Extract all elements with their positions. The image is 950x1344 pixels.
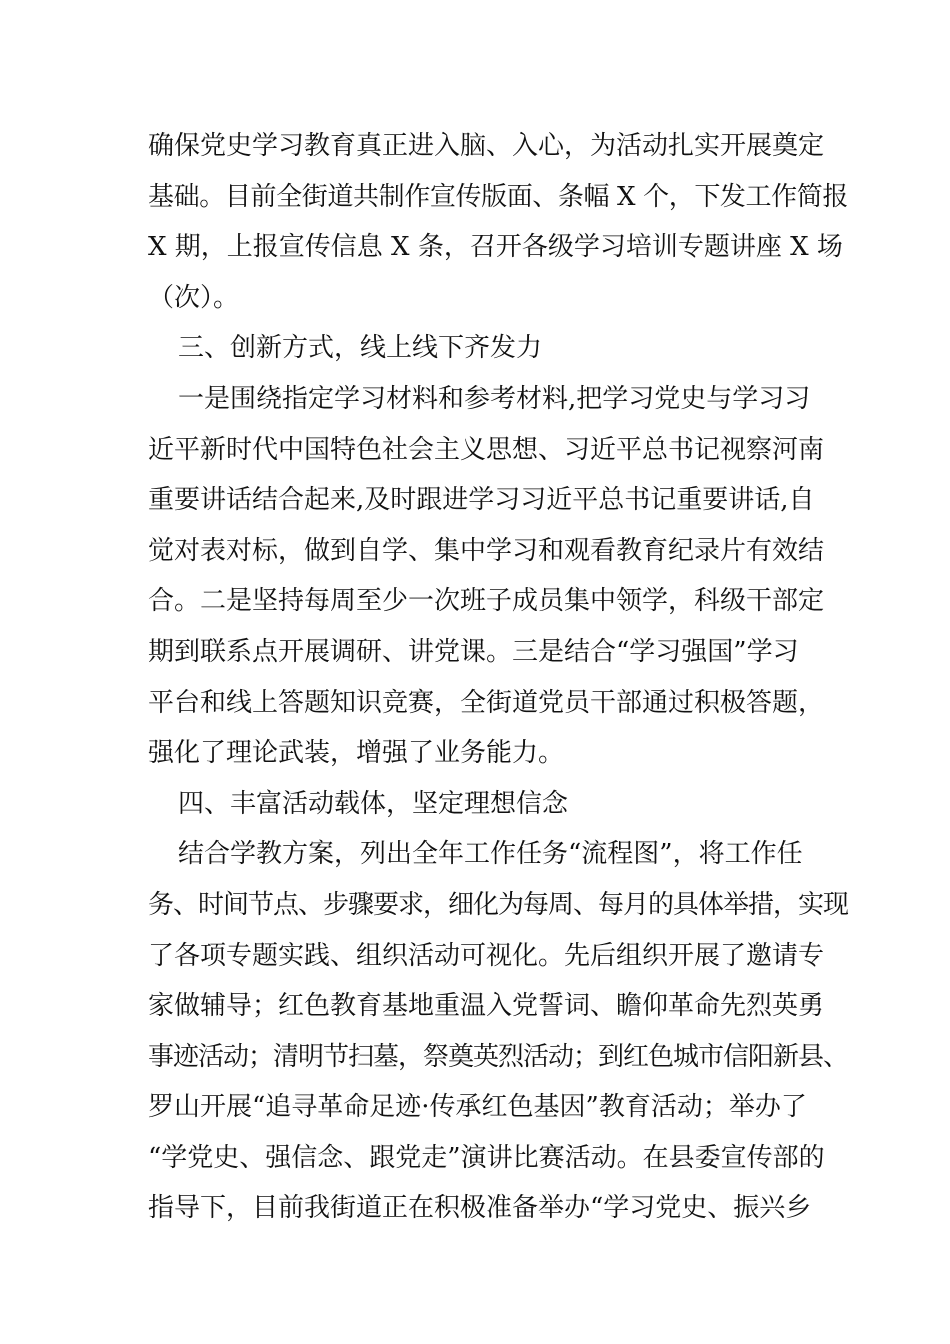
text-line: 家做辅导；红色教育基地重温入党誓词、瞻仰革命先烈英勇 (148, 991, 825, 1022)
text-line: 结合学教方案，列出全年工作任务“流程图”，将工作任 (178, 839, 803, 870)
text-line: 基础。目前全街道共制作宣传版面、条幅 X 个，下发工作简报 (148, 181, 849, 212)
text-line: “学党史、强信念、跟党走”演讲比赛活动。在县委宣传部的 (148, 1142, 825, 1173)
text-line: X 期，上报宣传信息 X 条，召开各级学习培训专题讲座 X 场 (148, 232, 843, 263)
text-line: 一是围绕指定学习材料和参考材料,把学习党史与学习习 (178, 383, 811, 414)
text-line: 强化了理论武装，增强了业务能力。 (148, 738, 565, 769)
text-line: 平台和线上答题知识竞赛，全街道党员干部通过积极答题， (148, 687, 825, 718)
text-line: 合。二是坚持每周至少一次班子成员集中领学，科级干部定 (148, 586, 825, 617)
text-line: 三、创新方式，线上线下齐发力 (178, 333, 543, 364)
text-line: 了各项专题实践、组织活动可视化。先后组织开展了邀请专 (148, 940, 825, 971)
text-line: 近平新时代中国特色社会主义思想、习近平总书记视察河南 (148, 434, 825, 465)
document-body (148, 121, 848, 1234)
text-line: 事迹活动；清明节扫墓，祭奠英烈活动；到红色城市信阳新县、 (148, 1041, 849, 1072)
text-line: 指导下，目前我街道正在积极准备举办“学习党史、振兴乡 (148, 1193, 812, 1224)
text-line: （次）。 (148, 282, 240, 313)
text-line: 确保党史学习教育真正进入脑、入心，为活动扎实开展奠定 (148, 131, 825, 161)
text-line: 务、时间节点、步骤要求，细化为每周、每月的具体举措，实现 (148, 889, 849, 920)
text-line: 罗山开展“追寻革命足迹·传承红色基因”教育活动；举办了 (148, 1092, 807, 1123)
text-line: 期到联系点开展调研、讲党课。三是结合“学习强国”学习 (148, 636, 799, 667)
text-line: 重要讲话结合起来,及时跟进学习习近平总书记重要讲话,自 (148, 485, 815, 516)
text-line: 觉对表对标，做到自学、集中学习和观看教育纪录片有效结 (148, 535, 825, 566)
text-line: 四、丰富活动载体，坚定理想信念 (178, 788, 569, 819)
